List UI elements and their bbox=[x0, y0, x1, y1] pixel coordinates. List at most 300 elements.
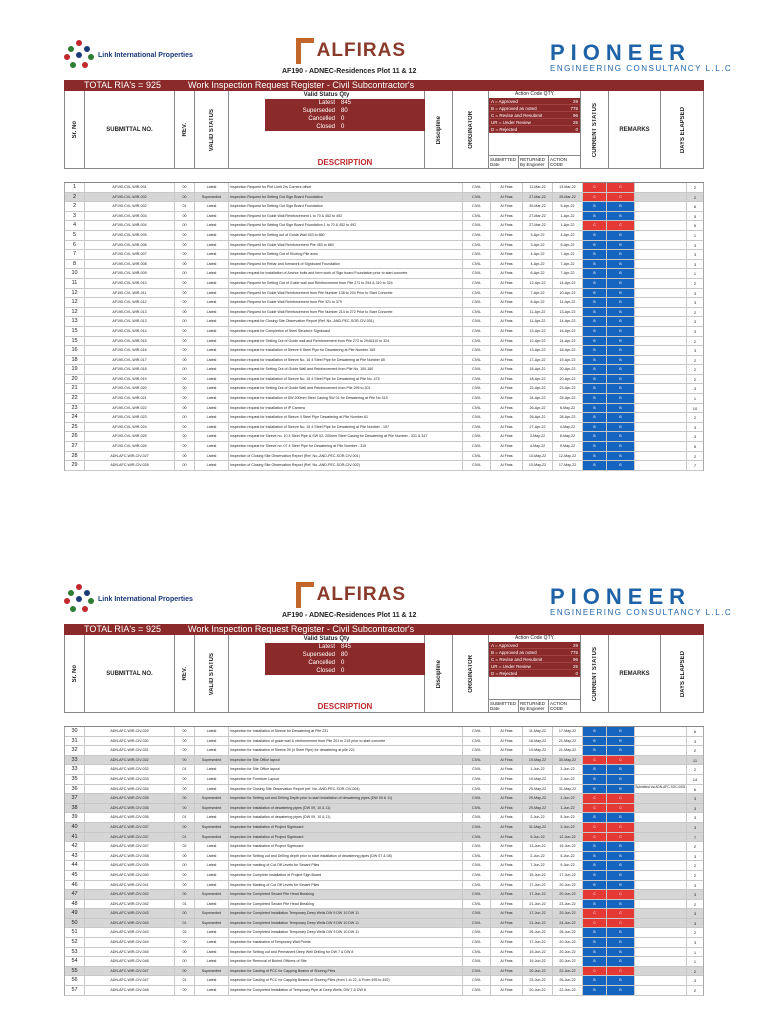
action-code-row bbox=[489, 670, 580, 677]
table-row[interactable] bbox=[65, 813, 703, 823]
table-row[interactable] bbox=[65, 241, 703, 251]
row-returned-date: 14-Apr-22 bbox=[553, 317, 583, 326]
row-action-code: C bbox=[583, 890, 607, 899]
row-days-elapsed: 5 bbox=[693, 213, 697, 219]
row-submittal-no: AF190-CVL-WIR-004 bbox=[85, 221, 175, 230]
row-description: Inspection Request for Setting Out Sign Board Foundation bbox=[229, 193, 463, 202]
row-days-elapsed: 7 bbox=[693, 463, 697, 469]
row-remarks bbox=[635, 327, 687, 336]
row-current-status: C bbox=[607, 909, 635, 918]
row-current-status: C bbox=[607, 794, 635, 803]
row-submitted-date: 20-Jun-22 bbox=[523, 967, 553, 976]
row-discipline: CIVIL bbox=[463, 890, 491, 899]
row-valid-status: Latest bbox=[195, 212, 229, 221]
row-days-elapsed: 1 bbox=[693, 396, 697, 402]
table-row[interactable] bbox=[65, 900, 703, 910]
row-remarks bbox=[635, 260, 687, 269]
valid-status-row bbox=[265, 659, 425, 667]
row-remarks bbox=[635, 183, 687, 192]
table-row[interactable] bbox=[65, 231, 703, 241]
table-row[interactable] bbox=[65, 404, 703, 414]
table-row[interactable] bbox=[65, 432, 703, 442]
row-returned-date: 5-Jun-22 bbox=[553, 852, 583, 861]
row-valid-status: Latest bbox=[195, 881, 229, 890]
row-returned-date: 9-Jun-22 bbox=[553, 861, 583, 870]
client-name: Link International Properties bbox=[98, 51, 193, 59]
row-action-code: B bbox=[583, 432, 607, 441]
row-current-status: B bbox=[607, 231, 635, 240]
valid-status-label: Superseded bbox=[302, 108, 335, 114]
row-discipline: CIVIL bbox=[463, 813, 491, 822]
contractor-logo bbox=[296, 580, 406, 610]
row-action-code: C bbox=[583, 833, 607, 842]
row-current-status: B bbox=[607, 727, 635, 736]
table-row[interactable] bbox=[65, 298, 703, 308]
row-remarks bbox=[635, 375, 687, 384]
table-row[interactable] bbox=[65, 861, 703, 871]
row-returned-date: 20-Jun-22 bbox=[553, 948, 583, 957]
row-description: Inspection of Closing Site Observation Report (Ref. No.-AND-PEC-SOR-CIV-001) bbox=[229, 452, 463, 461]
project-title: AF190 - ADNEC-Residences Plot 11 & 12 bbox=[282, 612, 417, 619]
table-row[interactable] bbox=[65, 289, 703, 299]
row-originator: Al Firas bbox=[491, 365, 523, 374]
table-row[interactable] bbox=[65, 746, 703, 756]
row-action-code: B bbox=[583, 413, 607, 422]
row-remarks bbox=[635, 794, 687, 803]
row-discipline: CIVIL bbox=[463, 861, 491, 870]
row-days-elapsed: 3 bbox=[693, 434, 697, 440]
row-description: Inspection request for installation of Anchor bolts and form work of Sign board Foundation prior to start concrete bbox=[229, 269, 463, 278]
total-value: 925 bbox=[146, 80, 162, 90]
row-days-elapsed: 2 bbox=[693, 844, 697, 850]
row-description: Inspection request for Completion of Steel Structure Signboard bbox=[229, 327, 463, 336]
table-row[interactable] bbox=[65, 976, 703, 986]
row-sr-no: 19 bbox=[65, 365, 85, 374]
table-row[interactable] bbox=[65, 308, 703, 318]
row-current-status: B bbox=[607, 317, 635, 326]
row-rev: 00 bbox=[175, 327, 195, 336]
row-returned-date: 6-May-22 bbox=[553, 404, 583, 413]
row-current-status: B bbox=[607, 461, 635, 470]
row-valid-status: Latest bbox=[195, 413, 229, 422]
table-row[interactable] bbox=[65, 804, 703, 814]
table-row[interactable] bbox=[65, 881, 703, 891]
row-rev: 00 bbox=[175, 746, 195, 755]
table-row[interactable] bbox=[65, 317, 703, 327]
row-sr-no: 3 bbox=[65, 212, 85, 221]
row-days-elapsed: 1 bbox=[693, 271, 697, 277]
row-action-code: B bbox=[583, 375, 607, 384]
row-days-elapsed: 3 bbox=[693, 882, 697, 888]
row-rev: 00 bbox=[175, 871, 195, 880]
col-discipline: Discipline bbox=[425, 91, 453, 169]
table-row[interactable] bbox=[65, 833, 703, 843]
row-discipline: CIVIL bbox=[463, 250, 491, 259]
row-remarks bbox=[635, 804, 687, 813]
valid-status-qty: 845 bbox=[341, 644, 352, 650]
contractor-logo bbox=[296, 36, 406, 66]
row-submitted-date: 26-Apr-22 bbox=[523, 413, 553, 422]
row-sr-no: 52 bbox=[65, 938, 85, 947]
table-row[interactable] bbox=[65, 756, 703, 766]
table-row[interactable] bbox=[65, 202, 703, 212]
row-rev: 00 bbox=[175, 967, 195, 976]
row-days-elapsed: 2 bbox=[693, 901, 697, 907]
col-action-code: ACTION CODE bbox=[550, 701, 568, 711]
row-submittal-no: AF190-CVL-WIR-019 bbox=[85, 375, 175, 384]
register-banner bbox=[64, 80, 704, 91]
row-sr-no: 21 bbox=[65, 384, 85, 393]
row-submittal-no: ADN-AFC-WIR-CIV-029 bbox=[85, 727, 175, 736]
row-submitted-date: 10-May-22 bbox=[523, 461, 553, 470]
row-rev: 00 bbox=[175, 193, 195, 202]
row-remarks bbox=[635, 461, 687, 470]
table-row[interactable] bbox=[65, 183, 703, 193]
row-discipline: CIVIL bbox=[463, 231, 491, 240]
row-sr-no: 38 bbox=[65, 804, 85, 813]
table-row[interactable] bbox=[65, 423, 703, 433]
row-description: Inspection Request for Guide Wall Reinforcement from Pile Number 138 to 204 Prior to Start Concrete bbox=[229, 289, 463, 298]
row-remarks bbox=[635, 298, 687, 307]
row-valid-status: Latest bbox=[195, 452, 229, 461]
row-returned-date: 20-Jun-22 bbox=[553, 938, 583, 947]
row-sr-no: 26 bbox=[65, 432, 85, 441]
row-discipline: CIVIL bbox=[463, 346, 491, 355]
row-rev: 00 bbox=[175, 250, 195, 259]
row-valid-status: Latest bbox=[195, 404, 229, 413]
register-rows bbox=[64, 727, 704, 996]
row-submittal-no: ADN-AFC-WIR-CIV-032 bbox=[85, 765, 175, 774]
table-row[interactable] bbox=[65, 823, 703, 833]
row-days-elapsed: 3 bbox=[693, 252, 697, 258]
row-submittal-no: AF190-CVL-WIR-024 bbox=[85, 423, 175, 432]
row-action-code: B bbox=[583, 356, 607, 365]
row-action-code: B bbox=[583, 452, 607, 461]
table-row[interactable] bbox=[65, 442, 703, 452]
row-current-status: C bbox=[607, 919, 635, 928]
row-returned-date: 14-Apr-22 bbox=[553, 279, 583, 288]
table-row[interactable] bbox=[65, 337, 703, 347]
row-current-status: B bbox=[607, 938, 635, 947]
table-row[interactable] bbox=[65, 356, 703, 366]
col-submitted-date: SUBMITTED Date bbox=[489, 700, 519, 713]
table-row[interactable] bbox=[65, 919, 703, 929]
row-description: Inspection for Installation of dewatering pipes (DW 09, 10 & 11) bbox=[229, 804, 463, 813]
row-submittal-no: ADN-AFC-WIR-CIV-043 bbox=[85, 909, 175, 918]
row-returned-date: 9-May-22 bbox=[553, 442, 583, 451]
row-originator: Al Firas bbox=[491, 384, 523, 393]
row-discipline: CIVIL bbox=[463, 384, 491, 393]
row-description: Inspection request for Installation of Sleeve No. 15 4 Steel Pipe for Dewatering at Pile Number - 157 bbox=[229, 423, 463, 432]
row-action-code: B bbox=[583, 269, 607, 278]
row-submittal-no: ADN-AFC-WIR-CIV-037 bbox=[85, 833, 175, 842]
table-row[interactable] bbox=[65, 452, 703, 462]
table-row[interactable] bbox=[65, 384, 703, 394]
table-row[interactable] bbox=[65, 765, 703, 775]
row-returned-date: 11-Apr-22 bbox=[553, 298, 583, 307]
table-row[interactable] bbox=[65, 260, 703, 270]
row-description: Inspection for Installation of Sleeve 09 (4 Steel Pipe) for dewatering at pile 221 bbox=[229, 746, 463, 755]
row-days-elapsed: 2 bbox=[693, 309, 697, 315]
row-returned-date: 13-Apr-22 bbox=[553, 308, 583, 317]
register-sheet-2 bbox=[64, 574, 733, 996]
action-code-qty: 0 bbox=[575, 127, 578, 132]
row-originator: Al Firas bbox=[491, 804, 523, 813]
col-current-status: CURRENT STATUS bbox=[581, 91, 609, 169]
row-valid-status: Latest bbox=[195, 852, 229, 861]
table-row[interactable] bbox=[65, 842, 703, 852]
row-originator: Al Firas bbox=[491, 794, 523, 803]
row-discipline: CIVIL bbox=[463, 269, 491, 278]
row-current-status: C bbox=[607, 756, 635, 765]
row-sr-no: 11 bbox=[65, 279, 85, 288]
valid-status-title: Valid Status Qty bbox=[303, 92, 350, 98]
row-rev: 00 bbox=[175, 890, 195, 899]
row-rev: 00 bbox=[175, 260, 195, 269]
row-rev: 00 bbox=[175, 938, 195, 947]
row-current-status: B bbox=[607, 986, 635, 995]
row-action-code: C bbox=[583, 221, 607, 230]
row-discipline: CIVIL bbox=[463, 852, 491, 861]
table-row[interactable] bbox=[65, 279, 703, 289]
row-remarks bbox=[635, 432, 687, 441]
row-description: Inspection for Setting out and Drilling Depth prior to start installation of dewatering pipes (DW 09 & 11) bbox=[229, 794, 463, 803]
row-description: Inspection request for Installation of Sleeve 4 Steel Pipe Dewatering at Pile Number 61 bbox=[229, 413, 463, 422]
row-days-elapsed: 2 bbox=[693, 415, 697, 421]
action-code-summary bbox=[489, 91, 581, 169]
table-row[interactable] bbox=[65, 375, 703, 385]
row-returned-date: 3-Jun-22 bbox=[553, 765, 583, 774]
row-current-status: C bbox=[607, 193, 635, 202]
row-days-elapsed: 3 bbox=[693, 805, 697, 811]
row-submitted-date: 11-Mar-22 bbox=[523, 183, 553, 192]
row-valid-status: Latest bbox=[195, 861, 229, 870]
row-remarks bbox=[635, 346, 687, 355]
row-originator: Al Firas bbox=[491, 356, 523, 365]
action-code-row bbox=[489, 112, 580, 119]
row-submittal-no: ADN-AFC-WIR-CIV-046 bbox=[85, 957, 175, 966]
table-row[interactable] bbox=[65, 727, 703, 737]
row-remarks bbox=[635, 890, 687, 899]
row-current-status: B bbox=[607, 212, 635, 221]
table-row[interactable] bbox=[65, 852, 703, 862]
row-originator: Al Firas bbox=[491, 727, 523, 736]
row-description: Inspection for Completed Secant Pile Head Breaking bbox=[229, 890, 463, 899]
table-row[interactable] bbox=[65, 193, 703, 203]
table-row[interactable] bbox=[65, 957, 703, 967]
row-description: Inspection request for Setting Out of Guide Wall and Reinforcement from Pile 295 to 301 bbox=[229, 384, 463, 393]
row-remarks bbox=[635, 221, 687, 230]
row-valid-status: Latest bbox=[195, 337, 229, 346]
row-rev: 00 bbox=[175, 394, 195, 403]
table-row[interactable] bbox=[65, 250, 703, 260]
row-days-elapsed: 3 bbox=[693, 738, 697, 744]
row-action-code: B bbox=[583, 746, 607, 755]
table-row[interactable] bbox=[65, 394, 703, 404]
row-remarks bbox=[635, 900, 687, 909]
contractor-emblem-icon bbox=[296, 38, 314, 64]
row-originator: Al Firas bbox=[491, 442, 523, 451]
col-submittal: SUBMITTAL NO. bbox=[85, 91, 175, 169]
row-submittal-no: AF190-CVL-WIR-012 bbox=[85, 298, 175, 307]
table-row[interactable] bbox=[65, 871, 703, 881]
row-days-elapsed: 3 bbox=[693, 853, 697, 859]
row-action-code: B bbox=[583, 765, 607, 774]
row-returned-date: 1-Apr-22 bbox=[553, 212, 583, 221]
row-days-elapsed: 1 bbox=[693, 949, 697, 955]
row-returned-date: 21-May-22 bbox=[553, 737, 583, 746]
table-header bbox=[64, 635, 704, 713]
row-originator: Al Firas bbox=[491, 298, 523, 307]
table-row[interactable] bbox=[65, 890, 703, 900]
row-submittal-no: ADN-AFC-WIR-CIV-045 bbox=[85, 948, 175, 957]
row-days-elapsed: 3 bbox=[693, 319, 697, 325]
row-returned-date: 22-Jun-22 bbox=[553, 967, 583, 976]
row-remarks bbox=[635, 842, 687, 851]
table-row[interactable] bbox=[65, 413, 703, 423]
row-originator: Al Firas bbox=[491, 842, 523, 851]
row-action-code: B bbox=[583, 900, 607, 909]
row-valid-status: Superseded bbox=[195, 804, 229, 813]
action-code-row bbox=[489, 642, 580, 649]
row-valid-status: Latest bbox=[195, 308, 229, 317]
row-current-status: B bbox=[607, 298, 635, 307]
row-submitted-date: 20-Jun-22 bbox=[523, 986, 553, 995]
row-discipline: CIVIL bbox=[463, 928, 491, 937]
table-row[interactable] bbox=[65, 986, 703, 996]
row-submittal-no: ADN-AFC-WIR-CIV-047 bbox=[85, 976, 175, 985]
row-discipline: CIVIL bbox=[463, 394, 491, 403]
row-originator: Al Firas bbox=[491, 193, 523, 202]
row-valid-status: Latest bbox=[195, 900, 229, 909]
row-discipline: CIVIL bbox=[463, 461, 491, 470]
row-current-status: B bbox=[607, 737, 635, 746]
row-submitted-date: 18-Apr-22 bbox=[523, 375, 553, 384]
valid-status-label: Superseded bbox=[302, 652, 335, 658]
table-row[interactable] bbox=[65, 346, 703, 356]
row-remarks bbox=[635, 423, 687, 432]
row-returned-date: 20-Jun-22 bbox=[553, 909, 583, 918]
table-row[interactable] bbox=[65, 327, 703, 337]
row-discipline: CIVIL bbox=[463, 957, 491, 966]
row-remarks bbox=[635, 413, 687, 422]
row-originator: Al Firas bbox=[491, 327, 523, 336]
valid-status-title: Valid Status Qty bbox=[303, 636, 350, 642]
row-returned-date: 12-Jun-22 bbox=[553, 833, 583, 842]
row-discipline: CIVIL bbox=[463, 785, 491, 794]
row-rev: 00 bbox=[175, 452, 195, 461]
register-title: Work Inspection Request Register - Civil Subcontractor's bbox=[188, 624, 415, 634]
row-submittal-no: ADN-AFC-WIR-CIV-032 bbox=[85, 756, 175, 765]
row-submittal-no: AF190-CVL-WIR-025 bbox=[85, 432, 175, 441]
table-row[interactable] bbox=[65, 212, 703, 222]
row-submitted-date: 4-May-22 bbox=[523, 442, 553, 451]
row-days-elapsed: 1 bbox=[693, 232, 697, 238]
row-sr-no: 42 bbox=[65, 842, 85, 851]
row-remarks bbox=[635, 861, 687, 870]
row-description: Inspection request for Installation of SW 200mm Steel Casing SW 01 for Dewatering at Pile No 315 bbox=[229, 394, 463, 403]
table-row[interactable] bbox=[65, 794, 703, 804]
row-rev: 00 bbox=[175, 375, 195, 384]
row-discipline: CIVIL bbox=[463, 202, 491, 211]
row-description: Inspection for Casting of PCC for Capping Beams of Shoring Piles bbox=[229, 967, 463, 976]
row-description: Inspection Request for Setting out of Guide Wall 453 to 860 bbox=[229, 231, 463, 240]
row-current-status: B bbox=[607, 269, 635, 278]
row-remarks bbox=[635, 909, 687, 918]
table-row[interactable] bbox=[65, 775, 703, 785]
row-discipline: CIVIL bbox=[463, 308, 491, 317]
row-sr-no: 5 bbox=[65, 231, 85, 240]
row-description: Inspection for Setting out and Drilling depth prior to start installation of dewatering pipes (DW 07 & 08) bbox=[229, 852, 463, 861]
row-current-status: B bbox=[607, 375, 635, 384]
table-row[interactable] bbox=[65, 785, 703, 795]
row-submitted-date: 19-May-22 bbox=[523, 746, 553, 755]
row-remarks bbox=[635, 212, 687, 221]
row-days-elapsed: 2 bbox=[693, 748, 697, 754]
action-code-row bbox=[489, 649, 580, 656]
row-remarks bbox=[635, 231, 687, 240]
table-row[interactable] bbox=[65, 909, 703, 919]
row-submitted-date: 27-Mar-22 bbox=[523, 212, 553, 221]
table-row[interactable] bbox=[65, 938, 703, 948]
row-rev: 01 bbox=[175, 833, 195, 842]
col-current-status: CURRENT STATUS bbox=[581, 635, 609, 713]
row-action-code: B bbox=[583, 394, 607, 403]
row-valid-status: Superseded bbox=[195, 823, 229, 832]
table-row[interactable] bbox=[65, 737, 703, 747]
row-rev: 00 bbox=[175, 804, 195, 813]
row-returned-date: 23-Apr-22 bbox=[553, 384, 583, 393]
valid-status-row bbox=[265, 651, 425, 659]
row-submittal-no: AF190-CVL-WIR-009 bbox=[85, 269, 175, 278]
row-submittal-no: ADN-AFC-WIR-CIV-034 bbox=[85, 785, 175, 794]
table-row[interactable] bbox=[65, 928, 703, 938]
row-remarks bbox=[635, 289, 687, 298]
table-row[interactable] bbox=[65, 461, 703, 471]
row-discipline: CIVIL bbox=[463, 756, 491, 765]
table-row[interactable] bbox=[65, 967, 703, 977]
row-remarks bbox=[635, 967, 687, 976]
row-rev: 00 bbox=[175, 861, 195, 870]
row-submitted-date: 2-Jun-22 bbox=[523, 852, 553, 861]
row-valid-status: Superseded bbox=[195, 909, 229, 918]
table-row[interactable] bbox=[65, 269, 703, 279]
row-discipline: CIVIL bbox=[463, 976, 491, 985]
table-row[interactable] bbox=[65, 365, 703, 375]
row-description: Inspection Request for Guide Wall Reinforcement 1 to 70 & 452 to 492 bbox=[229, 212, 463, 221]
row-remarks bbox=[635, 193, 687, 202]
row-submittal-no: AF190-CVL-WIR-002 bbox=[85, 202, 175, 211]
row-rev: 00 bbox=[175, 823, 195, 832]
row-discipline: CIVIL bbox=[463, 986, 491, 995]
row-days-elapsed: 2 bbox=[693, 453, 697, 459]
row-action-code: B bbox=[583, 861, 607, 870]
row-submittal-no: AF190-CVL-WIR-026 bbox=[85, 442, 175, 451]
row-submitted-date: 26-Apr-22 bbox=[523, 404, 553, 413]
table-row[interactable] bbox=[65, 948, 703, 958]
row-originator: Al Firas bbox=[491, 785, 523, 794]
row-sr-no: 2 bbox=[65, 193, 85, 202]
row-description: Inspection Request for Guide Wall Reinforcement from Pile 321 to 379 bbox=[229, 298, 463, 307]
row-sr-no: 39 bbox=[65, 813, 85, 822]
row-current-status: B bbox=[607, 852, 635, 861]
action-code-label: C = Revise and Resubmit bbox=[491, 657, 543, 662]
row-rev: 00 bbox=[175, 413, 195, 422]
col-submittal: SUBMITTAL NO. bbox=[85, 635, 175, 713]
row-sr-no: 49 bbox=[65, 909, 85, 918]
row-originator: Al Firas bbox=[491, 928, 523, 937]
table-row[interactable] bbox=[65, 221, 703, 231]
